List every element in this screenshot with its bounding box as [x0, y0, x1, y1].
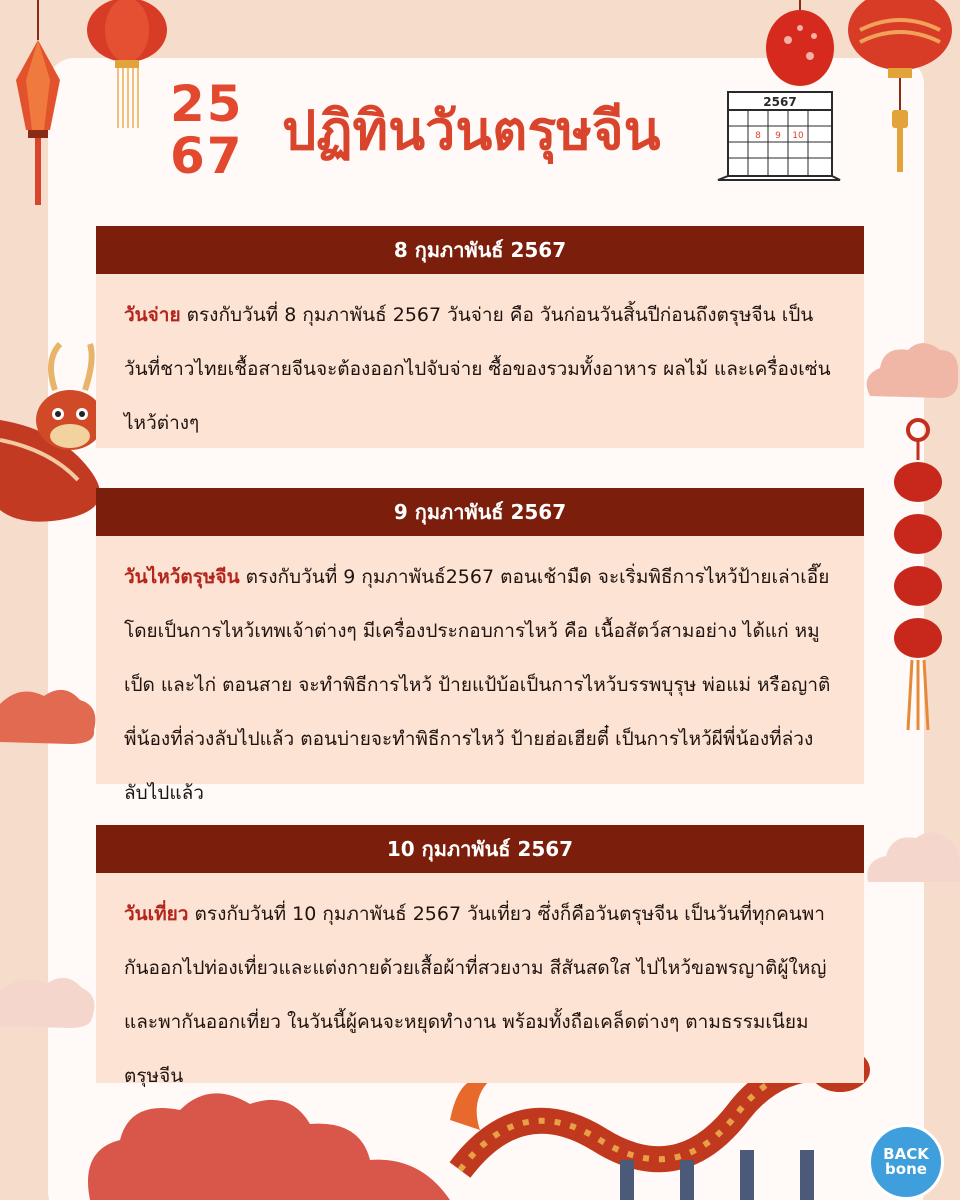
round-lantern-top-icon	[82, 0, 172, 130]
calendar-icon	[714, 86, 844, 186]
section-highlight-day-10: วันเที่ยว	[124, 903, 189, 925]
logo-line-1: BACK	[883, 1145, 929, 1163]
section-text-day-10: ตรงกับวันที่ 10 กุมภาพันธ์ 2567 วันเที่ยว ซึ่งก็คือวันตรุษจีน เป็นวันที่ทุกคนพากันออกไปท่องเที่ยวและแต่งกายด้วยเสื้อผ้าที่สวยงาม สีสันสดใส ไปไหว้ขอพรญาติผู้ใหญ่ และพากันออกเที่ยว ในวันนี้ผู้คนจะหยุดทำงาน พร้อมทั้งถือเคล็ดต่างๆ ตามธรรมเนียมตรุษจีน	[124, 903, 827, 1087]
section-heading-day-9: 9 กุมภาพันธ์ 2567	[96, 488, 864, 536]
calendar-day-3: 10	[792, 131, 804, 141]
section-heading-day-10: 10 กุมภาพันธ์ 2567	[96, 825, 864, 873]
section-highlight-day-8: วันจ่าย	[124, 304, 181, 326]
section-text-day-8: ตรงกับวันที่ 8 กุมภาพันธ์ 2567 วันจ่าย คือ วันก่อนวันสิ้นปีก่อนถึงตรุษจีน เป็นวันที่ชาวไทยเชื้อสายจีนจะต้องออกไปจับจ่าย ซื้อของรวมทั้งอาหาร ผลไม้ และเครื่องเซ่นไหว้ต่างๆ	[124, 304, 831, 434]
section-body-day-8	[96, 274, 864, 448]
cloud-right-low-icon	[864, 826, 960, 886]
backbone-logo	[868, 1124, 944, 1200]
section-heading-day-8: 8 กุมภาพันธ์ 2567	[96, 226, 864, 274]
title-year-bottom: 67	[170, 127, 244, 185]
cloud-left-low-icon	[0, 962, 100, 1032]
logo-line-2: bone	[885, 1160, 927, 1178]
lantern-string-right-icon	[888, 410, 948, 735]
section-body-day-10	[96, 873, 864, 1087]
section-highlight-day-9: วันไหว้ตรุษจีน	[124, 566, 240, 588]
section-body-day-9	[96, 536, 864, 804]
calendar-day-2: 9	[775, 131, 781, 141]
hanging-lantern-left-icon	[10, 0, 66, 210]
calendar-year-label: 2567	[763, 95, 797, 109]
page-title: ปฏิทินวันตรุษจีน	[282, 99, 661, 162]
title-year-top: 25	[170, 75, 244, 133]
cloud-right-icon	[860, 336, 960, 406]
title-year	[170, 75, 256, 185]
cloud-left-mid-icon	[0, 680, 100, 750]
calendar-day-1: 8	[755, 131, 761, 141]
section-text-day-9: ตรงกับวันที่ 9 กุมภาพันธ์2567 ตอนเช้ามืด จะเริ่มพิธีการไหว้ป้ายเล่าเอี๊ย โดยเป็นการไหว้เทพเจ้าต่างๆ มีเครื่องประกอบการไหว้ คือ เนื้อสัตว์สามอย่าง ได้แก่ หมู เป็ด และไก่ ตอนสาย จะทำพิธีการไหว้ ป้ายแป้บ้อเป็นการไหว้บรรพบุรุษ พ่อแม่ หรือญาติพี่น้องที่ล่วงลับไปแล้ว ตอนบ่ายจะทำพิธีการไหว้ ป้ายฮ่อเฮียตี๋ เป็นการไหว้ผีพี่น้องที่ล่วงลับไปแล้ว	[124, 566, 831, 804]
